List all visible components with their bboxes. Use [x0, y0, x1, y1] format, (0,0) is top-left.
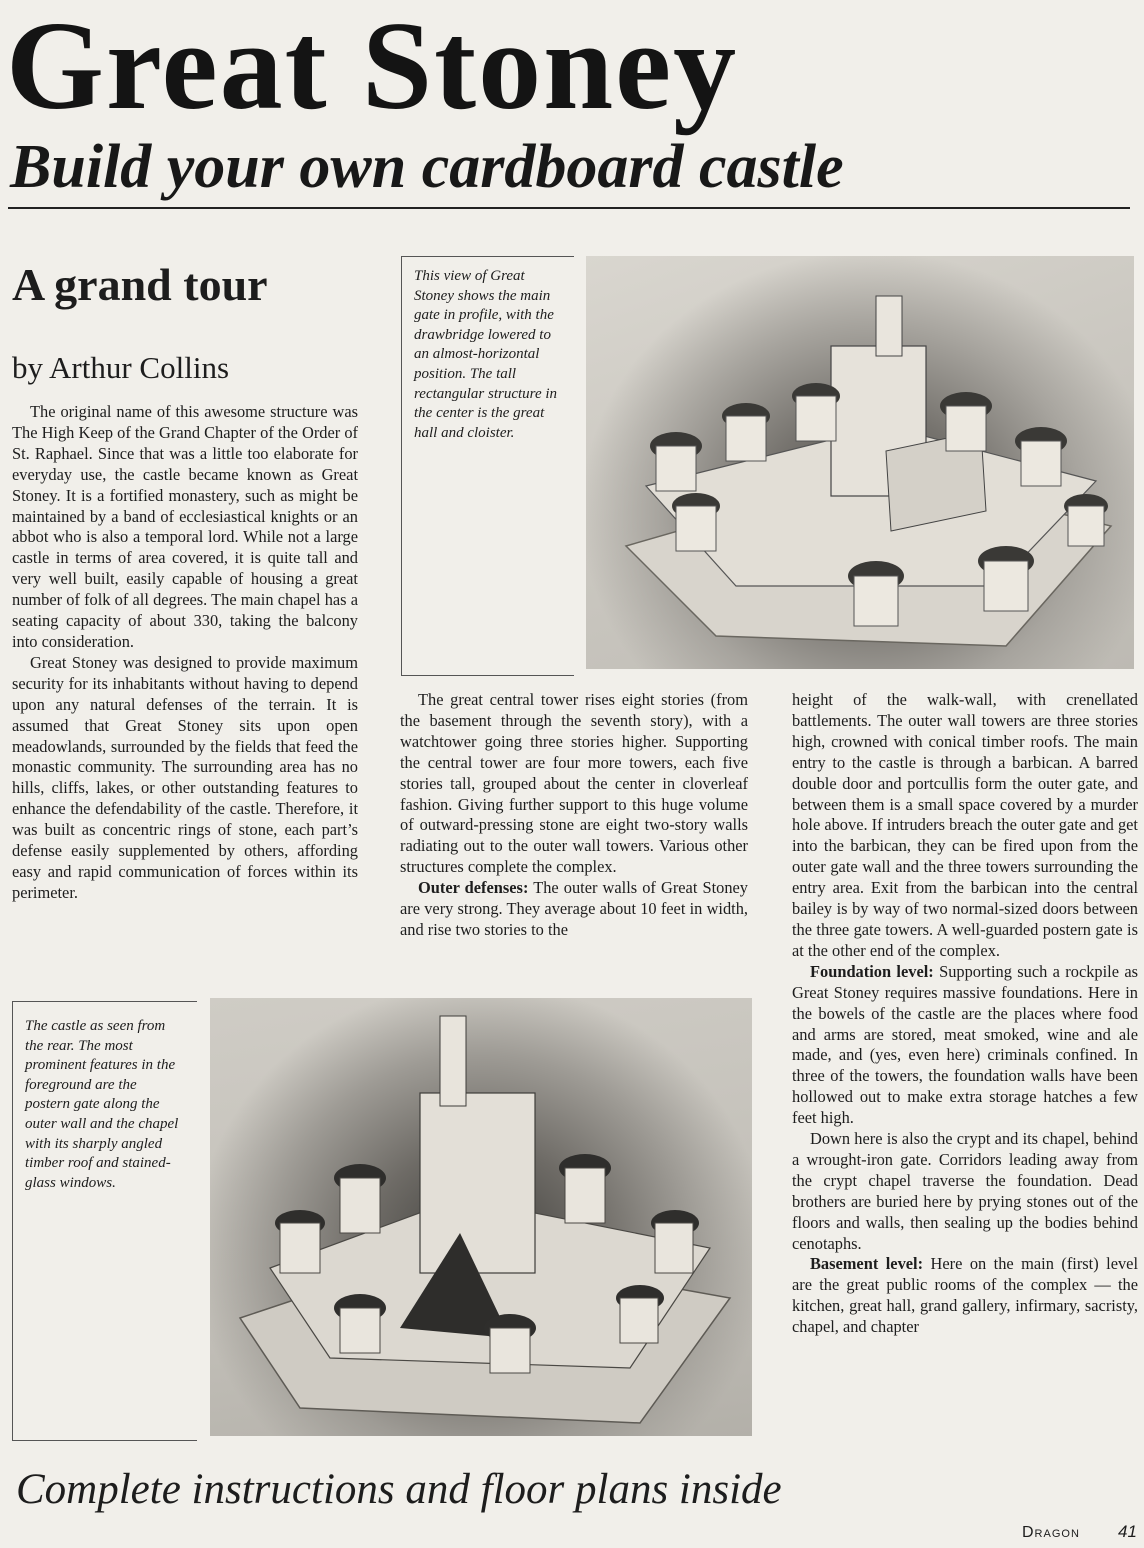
runin-heading: Outer defenses:	[418, 878, 529, 898]
byline: by Arthur Collins	[12, 350, 230, 385]
footer-tagline: Complete instructions and floor plans inside	[16, 1466, 782, 1513]
castle-front-photo	[586, 256, 1134, 669]
runin-heading: Foundation level:	[810, 961, 934, 981]
page-number: 41	[1118, 1522, 1137, 1541]
paragraph	[400, 878, 748, 941]
paragraph	[792, 1254, 1138, 1338]
article-title: Great Stoney	[6, 0, 739, 136]
castle-rear-illustration	[210, 998, 752, 1436]
castle-front-illustration	[586, 256, 1134, 669]
section-heading: A grand tour	[12, 259, 268, 310]
body-column-1	[12, 402, 358, 904]
castle-rear-photo	[210, 998, 752, 1436]
runin-heading: Basement level:	[810, 1254, 924, 1274]
paragraph: height of the walk-wall, with crenellated battlements. The outer wall towers are three stories high, crowned with conical timber roofs. The main entry to the castle is through a barbican. A barred double door and portcullis form the outer gate, and between them is a small space covered by a murder hole above. If intruders breach the outer gate and get into the barbican, they can be fired upon from the outer gate wall and the three towers surrounding the entry area. Exit from the barbican into the central bailey is by way of two normal-sized doors between the three gate towers. A well-guarded postern gate is at the other end of the complex.	[792, 690, 1138, 960]
caption-box-front	[401, 256, 574, 676]
photo-caption-rear: The castle as seen from the rear. The most prominent features in the foreground are the postern gate along the outer wall and the chapel with its sharply angled timber roof and stained-glass windows.	[25, 1018, 179, 1191]
photo-caption-front: This view of Great Stoney shows the main gate in profile, with the drawbridge lowered to an almost-horizontal position. The tall rectangular structure in the center is the great hall and cloister.	[414, 268, 558, 441]
paragraph: The original name of this awesome structure was The High Keep of the Grand Chapter of the Order of St. Raphael. Since that was a little too elaborate for everyday use, the castle became known as Great Stoney. It is a fortified monastery, such as might be maintained by a band of ecclesiastical knights or an abbot who is also a temporal lord. While not a large castle in terms of area covered, it is quite tall and very well built, easily capable of housing a great number of folk of all degrees. The main chapel has a seating capacity of about 330, taking the balcony into consideration.	[12, 402, 358, 651]
paragraph: The great central tower rises eight stories (from the basement through the seventh story), with a watchtower going three stories higher. Supporting the central tower are four more towers, each five stories tall, grouped about the center in cloverleaf fashion. Giving further support to this huge volume of outward-pressing stone are eight two-story walls radiating out to the outer wall towers. Various other structures complete the complex.	[400, 690, 748, 877]
caption-box-rear	[12, 1001, 197, 1441]
paragraph-text: Supporting such a rockpile as Great Stoney requires massive foundations. Here in the bowels of the castle are the places where food and arms are stored, meat smoked, wine and ale made, and (yes, even here) criminals confined. In three of the towers, the foundation walls have been hollowed out to make extra storage hatches a few feet high.	[792, 961, 1138, 1128]
paragraph-text: Here on the main (first) level are the great public rooms of the complex — the kitchen, great hall, grand gallery, infirmary, sacristy, chapel, and chapter	[792, 1254, 1138, 1337]
body-column-2	[400, 690, 748, 941]
paragraph: Great Stoney was designed to provide maximum security for its inhabitants without having to depend upon any natural defenses of the terrain. It is assumed that Great Stoney sits upon open meadowlands, surrounded by the fields that feed the monastic community. The surrounding area has no hills, cliffs, lakes, or other outstanding features to enhance the defendability of the castle. Therefore, it was built as concentric rings of stone, each part’s defense easily supplemented by others, affording easy and rapid communication of forces within its perimeter.	[12, 652, 358, 902]
paragraph: Down here is also the crypt and its chapel, behind a wrought-iron gate. Corridors leading away from the crypt chapel traverse the foundation. Dead brothers are buried here by prying stones out of the floors and walls, then sealing up the bodies behind cenotaphs.	[792, 1129, 1138, 1253]
magazine-name: Dragon	[1022, 1524, 1080, 1541]
paragraph	[792, 962, 1138, 1129]
title-rule	[8, 207, 1130, 209]
article-subtitle: Build your own cardboard castle	[10, 133, 844, 201]
body-column-3	[792, 690, 1138, 1338]
paragraph-text: The outer walls of Great Stoney are very strong. They average about 10 feet in width, and rise two stories to the	[400, 878, 748, 939]
